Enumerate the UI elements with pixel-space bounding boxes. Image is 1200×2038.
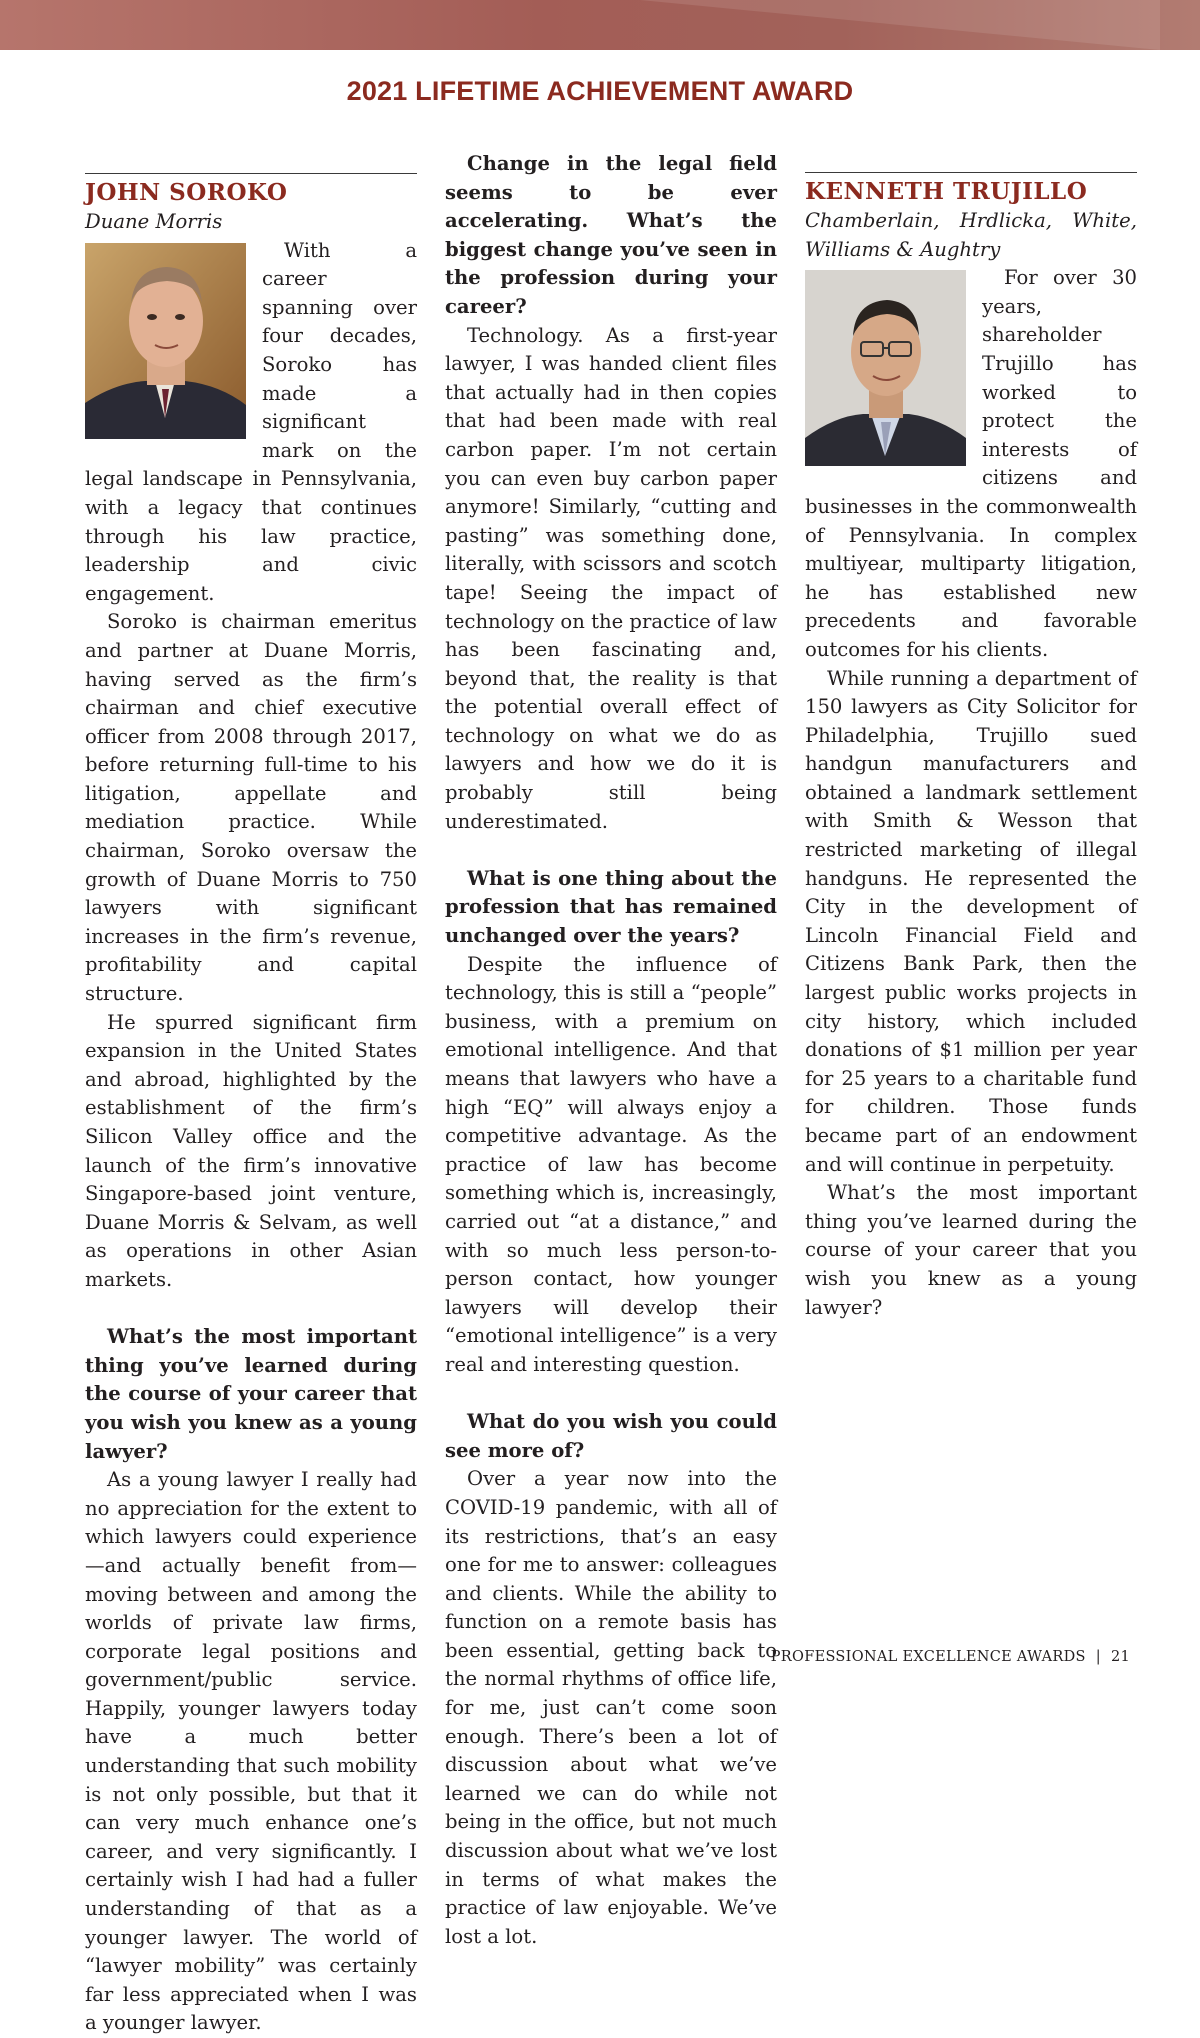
section-divider [85, 173, 417, 174]
column-1 [85, 150, 417, 2038]
page-number: 21 [1110, 1649, 1130, 1665]
soroko-paragraph-2: Soroko is chairman emeritus and partner at Duane Morris, having served as the firm’s chairman and chief executive officer from 2008 through 2017, before returning full-time to his litigation, appellate and mediation practice. While chairman, Soroko oversaw the growth of Duane Morris to 750 lawyers with significant increases in the firm’s revenue, profitability and capital structure. [85, 610, 417, 1006]
portrait-kenneth-trujillo-icon [805, 270, 966, 466]
profile-name-soroko: JOHN SOROKO [85, 179, 288, 206]
column-3 [805, 150, 1137, 1322]
header-band [0, 0, 1200, 50]
column-2 [445, 150, 777, 1951]
footer-label: PROFESSIONAL EXCELLENCE AWARDS [770, 1649, 1086, 1665]
page-headline: 2021 LIFETIME ACHIEVEMENT AWARD [346, 76, 854, 106]
soroko-paragraph-3: He spurred significant firm expansion in the United States and abroad, highlighted by the establishment of the firm’s Silicon Valley office and the launch of the firm’s innovative Singapore-based joint venture, Duane Morris & Selvam, as well as operations in other Asian markets. [85, 1010, 417, 1291]
soroko-intro: With a career spanning over four decades, Soroko has made a significant mark on the legal landscape in Pennsylvania, with a legacy that continues through his law practice, leadership and civic engagement. [85, 238, 417, 605]
profile-name-trujillo: KENNETH TRUJILLO [805, 178, 1088, 205]
answer-3: Despite the influence of technology, this is still a “people” business, with a premium on emotional intelligence. And that means that lawyers who have a high “EQ” will always enjoy a competitive advantage. As the practice of law has become something which is, increasingly, carried out “at a distance,” and with so much less person-to-person contact, how younger lawyers will develop their “emotional intelligence” is a very real and interesting question. [445, 952, 777, 1376]
answer-1: As a young lawyer I really had no appreciation for the extent to which lawyers could experience —and actually benefit from—moving between and among the worlds of private law firms, corporate legal positions and government/public service. Happily, younger lawyers today have a much better understanding that such mobility is not only possible, but that it can very much enhance one’s career, and very significantly. I certainly wish I had had a fuller understanding of that as a younger lawyer. The world of “lawyer mobility” was certainly far less appreciated when I was a younger lawyer. [85, 1468, 417, 2035]
portrait-john-soroko-icon [85, 243, 246, 439]
question-2: Change in the legal field seems to be ever accelerating. What’s the biggest change you’ve seen in the profession during your career? [445, 152, 777, 318]
page-footer [771, 1649, 1130, 1665]
answer-2: Technology. As a first-year lawyer, I was handed client files that actually had in then copies that had been made with real carbon paper. I’m not certain you can even buy carbon paper anymore! Similarly, “cutting and pasting” was something done, literally, with scissors and scotch tape! Seeing the impact of technology on the practice of law has been fascinating and, beyond that, the reality is that the potential overall effect of technology on what we do as lawyers and how we do it is probably still being underestimated. [445, 323, 777, 833]
profile-firm-soroko: Duane Morris [85, 210, 223, 233]
question-3: What is one thing about the profession that has remained unchanged over the years? [445, 866, 777, 948]
answer-4: Over a year now into the COVID-19 pandemic, with all of its restrictions, that’s an easy one for me to answer: colleagues and clients. While the ability to function on a remote basis has been essential, getting back to the normal rhythms of office life, for me, just can’t come soon enough. There’s been a lot of discussion about what we’ve learned we can do while not being in the office, but not much discussion about what we’ve lost in terms of what makes the practice of law enjoyable. We’ve lost a lot. [445, 1467, 777, 1948]
profile-firm-trujillo: Chamberlain, Hrdlicka, White, Williams & Aughtry [805, 209, 1137, 261]
trujillo-intro: For over 30 years, shareholder Trujillo has worked to protect the interests of citizens and businesses in the commonwealth of Pennsylvania. In complex multiyear, multiparty litigation, he has established new precedents and favorable outcomes for his clients. [805, 266, 1137, 661]
question-1: What’s the most important thing you’ve learned during the course of your career that you wish you knew as a young lawyer? [85, 1325, 417, 1463]
question-4: What do you wish you could see more of? [445, 1410, 777, 1462]
trujillo-paragraph-3: What’s the most important thing you’ve learned during the course of your career that you wish you knew as a young lawyer? [805, 1181, 1137, 1319]
footer-separator: | [1095, 1649, 1101, 1665]
trujillo-paragraph-2: While running a department of 150 lawyers as City Solicitor for Philadelphia, Trujillo sued handgun manufacturers and obtained a landmark settlement with Smith & Wesson that restricted marketing of illegal handguns. He represented the City in the development of Lincoln Financial Field and Citizens Bank Park, then the largest public works projects in city history, which included donations of $1 million per year for 25 years to a charitable fund for children. Those funds became part of an endowment and will continue in perpetuity. [805, 666, 1137, 1176]
section-divider [805, 172, 1137, 173]
